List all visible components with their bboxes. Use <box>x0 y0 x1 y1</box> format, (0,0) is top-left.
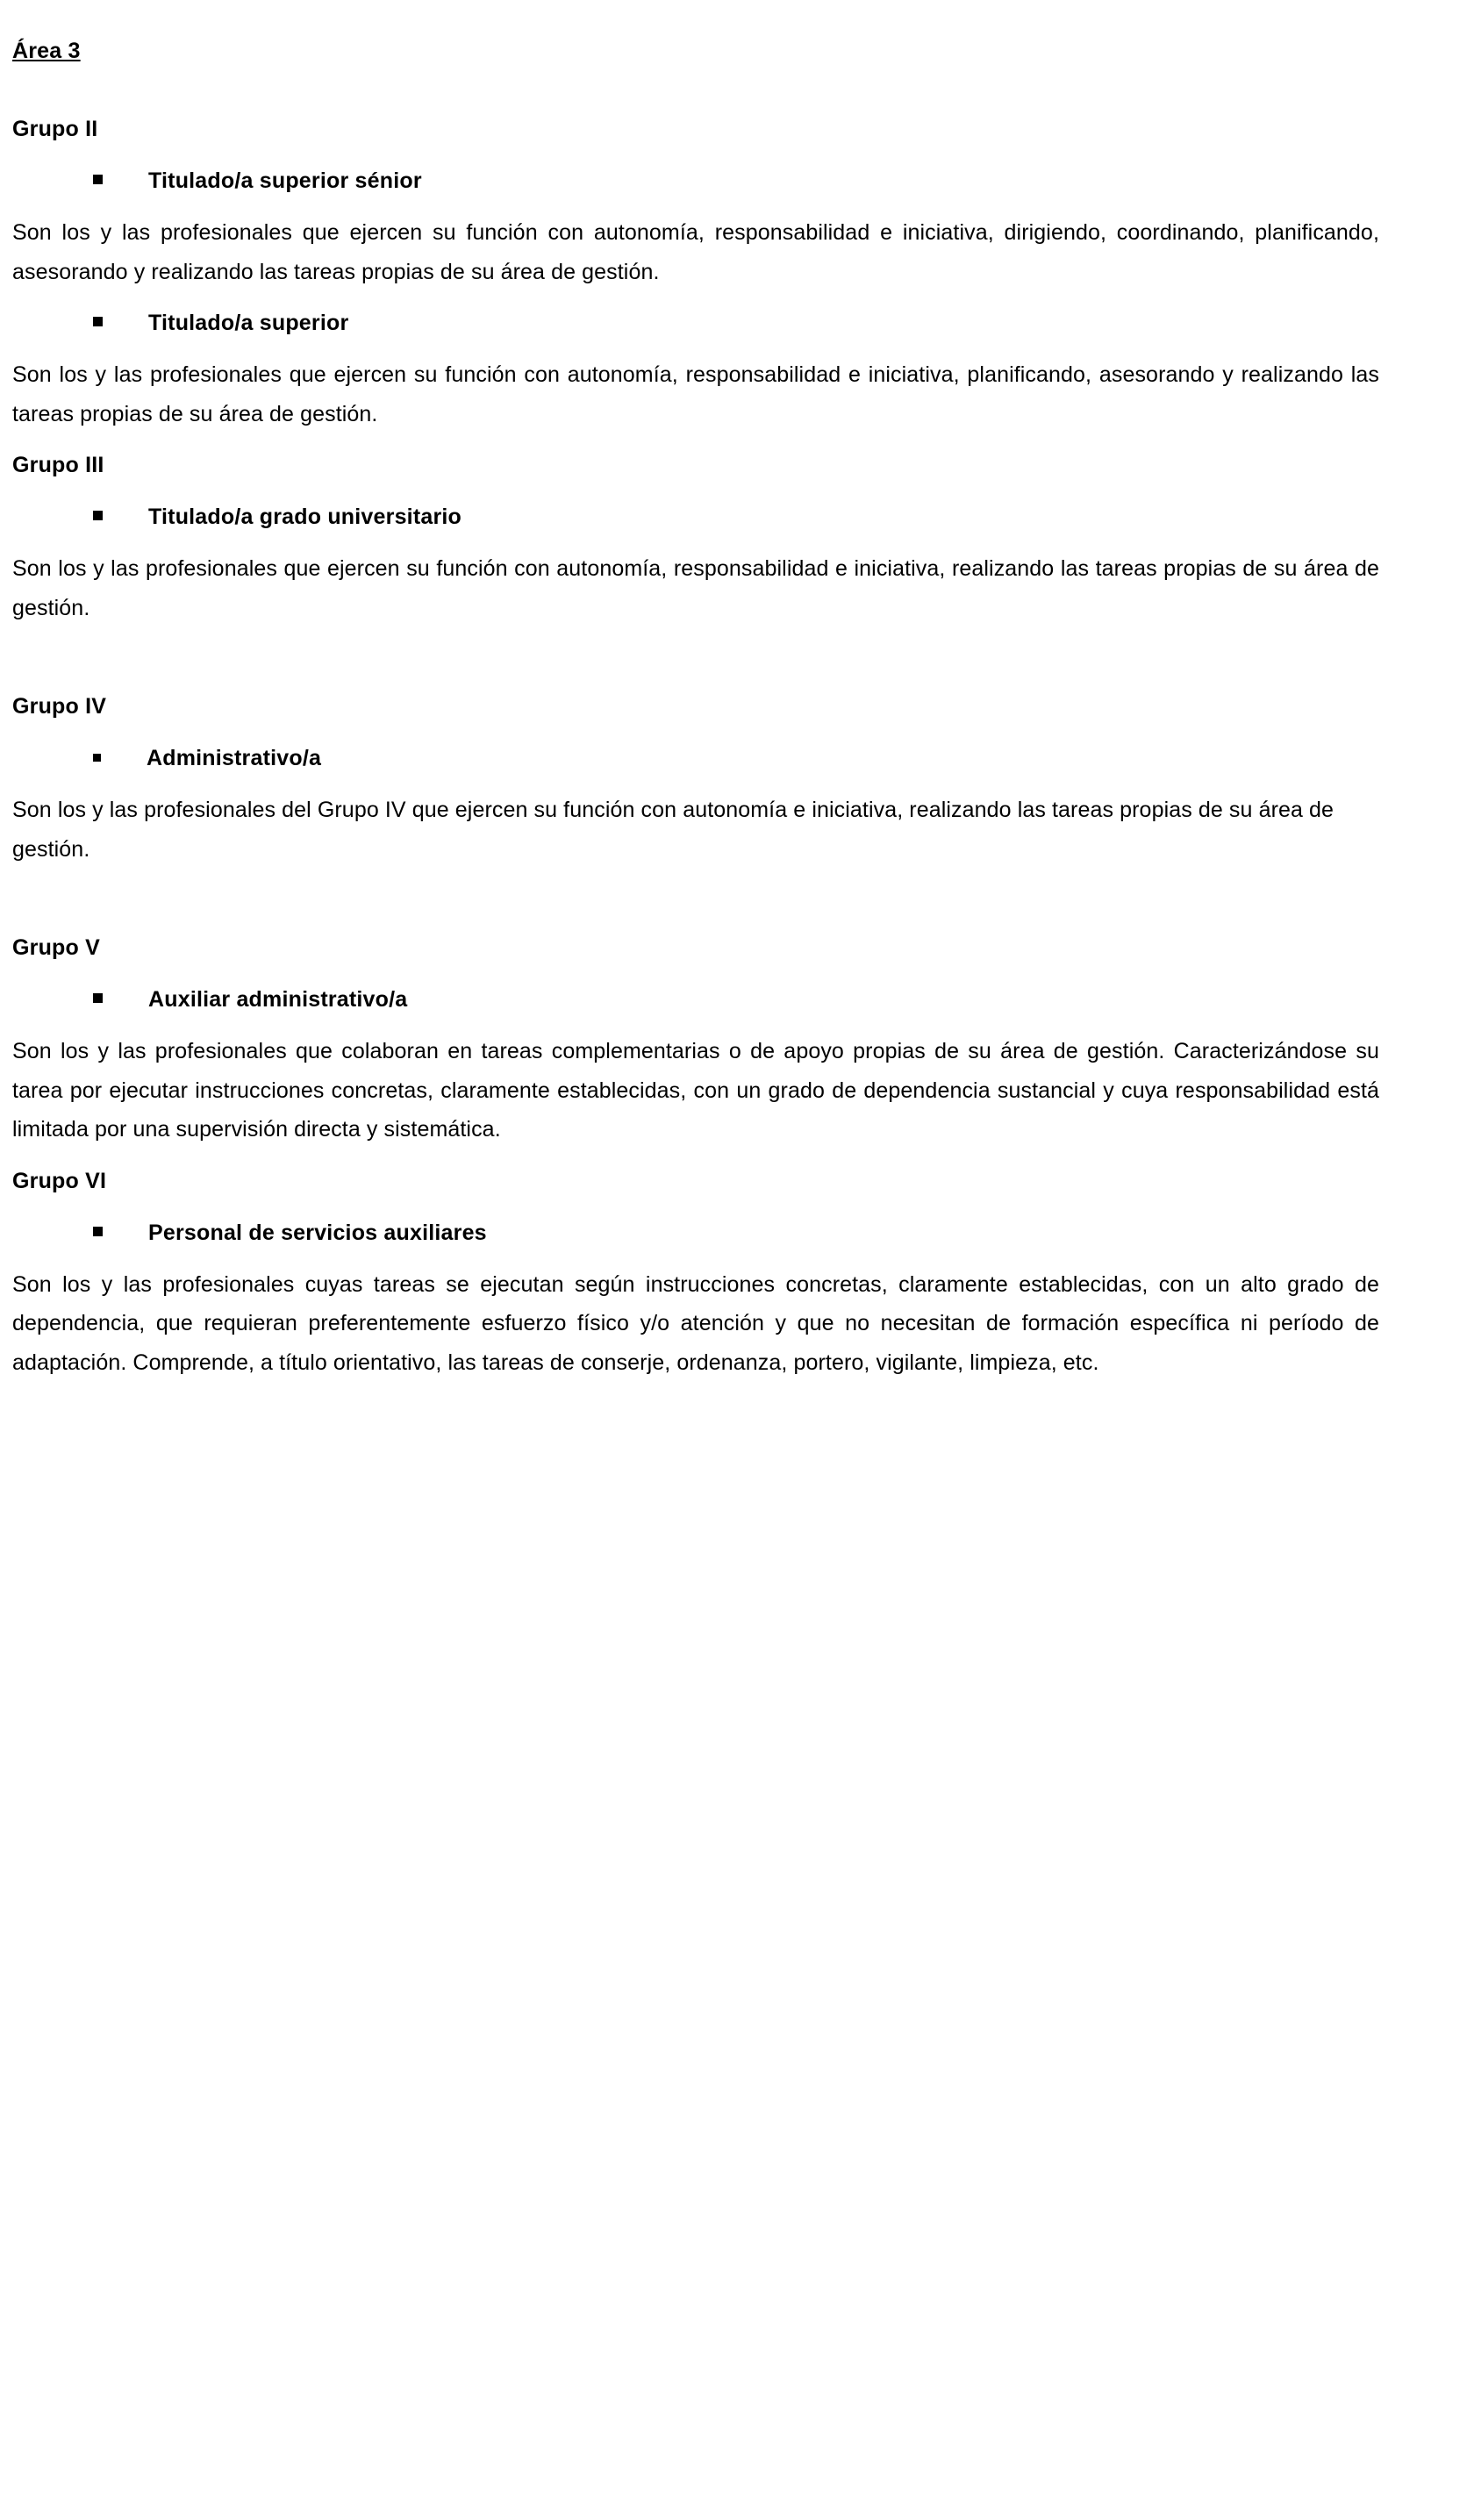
list-item <box>93 987 1379 1013</box>
group-heading-v: Grupo V <box>12 935 101 960</box>
list-item-label: Auxiliar administrativo/a <box>148 987 408 1012</box>
list-item <box>93 505 1379 530</box>
list-item <box>93 746 1379 771</box>
square-bullet-icon <box>93 754 101 762</box>
paragraph: Son los y las profesionales que ejercen su función con autonomía, responsabilidad e iniciativa, dirigiendo, coordinando, planificando, asesorando y realizando las tareas propias de su área de gestión. <box>12 220 1379 284</box>
square-bullet-icon <box>93 317 103 326</box>
group-heading-iv: Grupo IV <box>12 694 107 719</box>
group-heading-ii: Grupo II <box>12 117 98 141</box>
list-item <box>93 311 1379 336</box>
list-item-label: Titulado/a superior sénior <box>148 168 422 193</box>
list-item-label: Administrativo/a <box>147 746 322 770</box>
list-item-label: Personal de servicios auxiliares <box>148 1220 487 1245</box>
list-item <box>93 168 1379 194</box>
list-item-label: Titulado/a superior <box>148 311 349 335</box>
list-item <box>93 1221 1379 1246</box>
paragraph: Son los y las profesionales que colaboran en tareas complementarias o de apoyo propias de su área de gestión. Caracterizándose su tarea por ejecutar instrucciones concretas, claramente establecidas, con un grado de dependencia sustancial y cuya responsabilidad está limitada por una supervisión directa y sistemática. <box>12 1039 1379 1142</box>
group-heading-vi: Grupo VI <box>12 1168 107 1193</box>
square-bullet-icon <box>93 993 103 1003</box>
paragraph: Son los y las profesionales del Grupo IV que ejercen su función con autonomía e iniciativa, realizando las tareas propias de su área de gestión. <box>12 798 1334 862</box>
square-bullet-icon <box>93 511 103 520</box>
list-item-label: Titulado/a grado universitario <box>148 505 462 529</box>
paragraph: Son los y las profesionales que ejercen su función con autonomía, responsabilidad e iniciativa, realizando las tareas propias de su área de gestión. <box>12 556 1379 620</box>
group-heading-iii: Grupo III <box>12 453 104 477</box>
page-title: Área 3 <box>12 39 81 63</box>
paragraph: Son los y las profesionales cuyas tareas se ejecutan según instrucciones concretas, claramente establecidas, con un alto grado de dependencia, que requieran preferentemente esfuerzo físico y/o atención y que no necesitan de formación específica ni período de adaptación. Comprende, a título orientativo, las tareas de conserje, ordenanza, portero, vigilante, limpieza, etc. <box>12 1271 1379 1375</box>
square-bullet-icon <box>93 1227 103 1236</box>
paragraph: Son los y las profesionales que ejercen su función con autonomía, responsabilidad e iniciativa, planificando, asesorando y realizando las tareas propias de su área de gestión. <box>12 362 1379 426</box>
square-bullet-icon <box>93 175 103 184</box>
